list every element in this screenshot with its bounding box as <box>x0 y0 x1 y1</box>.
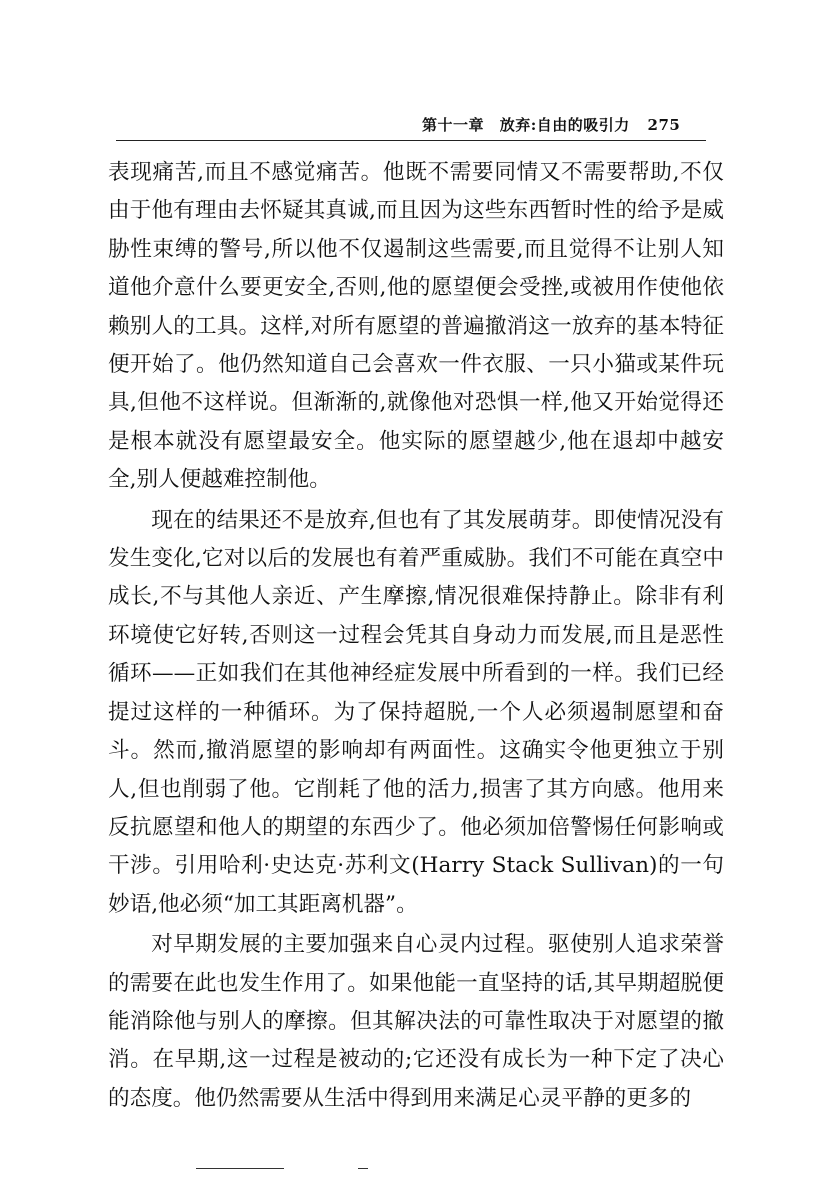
body-text <box>108 154 724 1118</box>
paragraph-2: 现在的结果还不是放弃,但也有了其发展萌芽。即使情况没有发生变化,它对以后的发展也有着严重威胁。我们不可能在真空中成长,不与其他人亲近、产生摩擦,情况很难保持静止。除非有利环境使它好转,否则这一过程会凭其自身动力而发展,而且是恶性循环——正如我们在其他神经症发展中所看到的一样。我们已经提过这样的一种循环。为了保持超脱,一个人必须遏制愿望和奋斗。然而,撤消愿望的影响却有两面性。这确实令他更独立于别人,但也削弱了他。它削耗了他的活力,损害了其方向感。他用来反抗愿望和他人的期望的东西少了。他必须加倍警惕任何影响或干涉。引用哈利·史达克·苏利文(Harry Stack Sullivan)的一句妙语,他必须“加工其距离机器”。 <box>108 507 724 917</box>
footer-mark-dash <box>358 1168 368 1169</box>
footer-scan-marks <box>196 1168 396 1172</box>
running-head-text <box>422 114 714 135</box>
running-head <box>0 104 832 144</box>
paragraph-3: 对早期发展的主要加强来自心灵内过程。驱使别人追求荣誉的需要在此也发生作用了。如果他能一直坚持的话,其早期超脱便能消除他与别人的摩擦。但其解决法的可靠性取决于对愿望的撤消。在早期,这一过程是被动的;它还没有成长为一种下定了决心的态度。他仍然需要从生活中得到用来满足心灵平静的更多的 <box>108 932 724 1111</box>
chapter-label: 第十一章 <box>422 116 485 134</box>
chapter-title: 放弃:自由的吸引力 <box>499 116 630 134</box>
footer-mark-line <box>196 1168 284 1169</box>
page-number: 275 <box>647 116 681 134</box>
header-rule <box>116 140 706 141</box>
paragraph-1: 表现痛苦,而且不感觉痛苦。他既不需要同情又不需要帮助,不仅由于他有理由去怀疑其真诚,而且因为这些东西暂时性的给予是威胁性束缚的警号,所以他不仅遏制这些需要,而且觉得不让别人知道他介意什么要更安全,否则,他的愿望便会受挫,或被用作使他依赖别人的工具。这样,对所有愿望的普遍撤消这一放弃的基本特征便开始了。他仍然知道自己会喜欢一件衣服、一只小猫或某件玩具,但他不这样说。但渐渐的,就像他对恐惧一样,他又开始觉得还是根本就没有愿望最安全。他实际的愿望越少,他在退却中越安全,别人便越难控制他。 <box>108 160 724 493</box>
